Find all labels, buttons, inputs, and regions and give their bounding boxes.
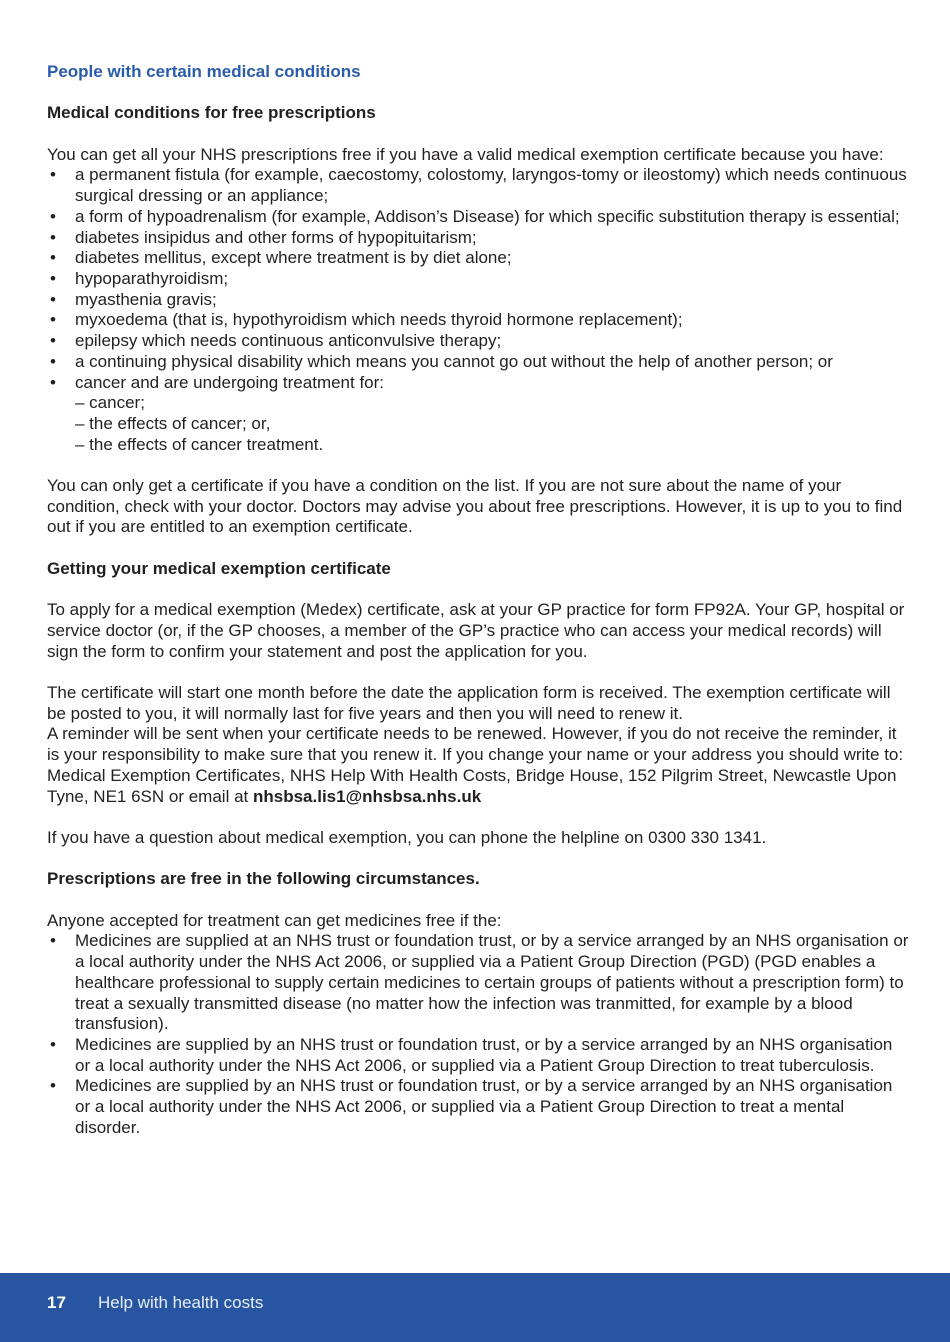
list-item: • a form of hypoadrenalism (for example, Addison’s Disease) for which specific substitution therapy is essential; bbox=[50, 206, 900, 226]
getting-para-2: The certificate will start one month before the date the application form is received. The exemption certificate will be posted to you, it will normally last for five years and then you will need to renew it. bbox=[47, 683, 891, 723]
bullet-icon: • bbox=[50, 310, 56, 330]
getting-para-1: To apply for a medical exemption (Medex) certificate, ask at your GP practice for form FP92A. Your GP, hospital or service doctor (or, if the GP chooses, a member of the GP’s practice who can access your medical records) will sign the form to confirm your statement and post the application for you. bbox=[47, 600, 905, 661]
list-item: • myxoedema (that is, hypothyroidism which needs thyroid hormone replacement); bbox=[50, 310, 683, 330]
bullet-icon: • bbox=[50, 331, 56, 351]
list-item: • a permanent fistula (for example, caecostomy, colostomy, laryngos-tomy or ileostomy) which needs continuous surgical dressing or an appliance; bbox=[50, 165, 907, 206]
bullet-icon: • bbox=[50, 227, 56, 247]
list-item: • diabetes mellitus, except where treatment is by diet alone; bbox=[50, 248, 512, 268]
getting-para-3: A reminder will be sent when your certificate needs to be renewed. However, if you do not receive the reminder, it is your responsibility to make sure that you renew it. If you change your name or your address you should write to: bbox=[47, 724, 904, 765]
list-item: • a continuing physical disability which means you cannot go out without the help of another person; or bbox=[50, 351, 833, 371]
list-item: • Medicines are supplied by an NHS trust or foundation trust, or by a service arranged by an NHS organisation or a local authority under the NHS Act 2006, or supplied via a Patient Group Direction to treat a mental disorder. bbox=[50, 1076, 893, 1137]
bullet-icon: • bbox=[50, 269, 56, 288]
conditions-note: You can only get a certificate if you have a condition on the list. If you are not sure about the name of your condition, check with your doctor. Doctors may advise you about free prescriptions. However, it is up to you to find out if you are entitled to an exemption certificate. bbox=[47, 476, 903, 537]
document-body bbox=[47, 62, 909, 1159]
sub-item: – the effects of cancer treatment. bbox=[75, 434, 324, 454]
free-intro: Anyone accepted for treatment can get medicines free if the: bbox=[47, 910, 502, 930]
footer-title: Help with health costs bbox=[98, 1293, 264, 1312]
free-heading: Prescriptions are free in the following circumstances. bbox=[47, 869, 480, 889]
conditions-heading: Medical conditions for free prescriptions bbox=[47, 103, 376, 123]
sub-item: – cancer; bbox=[75, 393, 145, 413]
list-item: • diabetes insipidus and other forms of hypopituitarism; bbox=[50, 227, 477, 247]
free-list bbox=[47, 931, 909, 1138]
bullet-icon: • bbox=[50, 372, 56, 392]
email-link[interactable]: nhsbsa.lis1@nhsbsa.nhs.uk bbox=[252, 786, 482, 806]
page-number: 17 bbox=[47, 1293, 66, 1312]
list-item: • epilepsy which needs continuous anticonvulsive therapy; bbox=[50, 331, 502, 351]
helpline-paragraph: If you have a question about medical exemption, you can phone the helpline on 0300 330 1341. bbox=[47, 827, 767, 847]
section-title: People with certain medical conditions bbox=[47, 62, 361, 81]
bullet-icon: • bbox=[50, 931, 56, 951]
bullet-icon: • bbox=[50, 351, 56, 371]
bullet-icon: • bbox=[50, 1076, 56, 1096]
address-paragraph bbox=[47, 766, 909, 807]
list-item: • cancer and are undergoing treatment for: – cancer; – the effects of cancer; or, – the effects of cancer treatment. bbox=[47, 373, 909, 456]
getting-heading: Getting your medical exemption certificate bbox=[47, 558, 391, 578]
sub-item: – the effects of cancer; or, bbox=[75, 413, 271, 433]
list-item: • myasthenia gravis; bbox=[50, 289, 217, 309]
page-footer bbox=[0, 1273, 950, 1342]
list-item: • Medicines are supplied at an NHS trust or foundation trust, or by a service arranged by an NHS organisation or a local authority under the NHS Act 2006, or supplied via a Patient Group Direction (PGD) (PGD enables a healthcare professional to supply certain medicines to certain groups of patients without a prescription form) to treat a sexually transmitted disease (no matter how the infection was tranmitted, for example by a blood transfusion). bbox=[50, 931, 909, 1034]
bullet-icon: • bbox=[50, 289, 56, 309]
conditions-list bbox=[47, 165, 909, 455]
bullet-icon: • bbox=[50, 165, 56, 185]
bullet-icon: • bbox=[50, 248, 56, 268]
address: Medical Exemption Certificates, NHS Help With Health Costs, Bridge House, 152 Pilgrim Street, Newcastle Upon Tyne, NE1 6SN or email at bbox=[47, 765, 897, 806]
bullet-icon: • bbox=[50, 206, 56, 226]
list-item: • hypoparathyroidism; bbox=[50, 269, 229, 288]
bullet-icon: • bbox=[50, 1034, 56, 1054]
list-item: • Medicines are supplied by an NHS trust or foundation trust, or by a service arranged by an NHS organisation or a local authority under the NHS Act 2006, or supplied via a Patient Group Direction to treat tuberculosis. bbox=[50, 1034, 893, 1075]
conditions-intro: You can get all your NHS prescriptions free if you have a valid medical exemption certificate because you have: bbox=[47, 144, 884, 164]
